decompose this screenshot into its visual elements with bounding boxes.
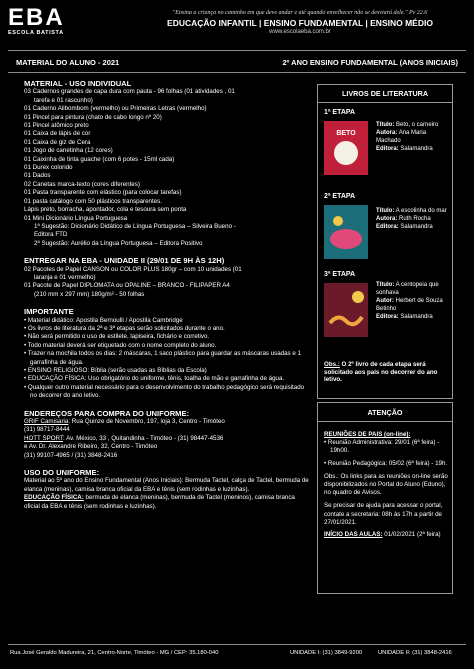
material-item: 01 Pincel atômico preto — [24, 122, 89, 130]
book-publisher: Salamandra — [400, 314, 433, 320]
footer-address: Rua José Geraldo Madureira, 21, Centro-Norte, Timóteo - MG / CEP: 35.180-040 — [10, 650, 219, 656]
book-cover-1 — [324, 121, 368, 175]
material-item: tarefa e 01 rascunho) — [34, 96, 93, 104]
book-cover-art-icon — [324, 205, 368, 259]
entregar-title: ENTREGAR NA EBA - UNIDADE II (29/01 DE 9H ÀS 12H) — [24, 256, 225, 266]
grif-text: : Rua Quinze de Novembro, 197, loja 3, Centro - Timóteo — [68, 418, 225, 426]
material-item: 01 Caderno Alibombom (vermelho) ou Primeiras Letras (vermelho) — [24, 105, 207, 113]
obs-text: O 2º livro de cada etapa será solicitado aos pais no decorrer do ano letivo. — [324, 361, 438, 384]
entregar-item: laranja e 01 vermelho) — [34, 273, 96, 281]
entregar-item: (210 mm x 297 mm) 180g/m² - 50 folhas — [34, 290, 145, 298]
book-title: Beto, o carneiro — [396, 122, 439, 128]
book-cover-art-icon — [324, 121, 368, 175]
book-publisher: Salamandra — [400, 224, 433, 230]
material-item: 03 Cadernos grandes de capa dura com pauta - 96 folhas (01 atividades , 01 — [24, 88, 235, 96]
book-author: Herbert de Souza Betinho — [376, 298, 443, 312]
book-cover-art-icon — [324, 283, 368, 337]
education-levels: EDUCAÇÃO INFANTIL | ENSINO FUNDAMENTAL | ENSINO MÉDIO — [167, 18, 433, 28]
edfis-text: bermuda de elanca (meninas), bermuda de Tactel (meninos), camisa branca oficial da EBA e tênis (sem rodinhas e luzinhas). — [24, 494, 295, 510]
material-item: 01 Mini Dicionário Língua Portuguesa — [24, 214, 128, 222]
stage-2-label: 2ª ETAPA — [324, 193, 356, 200]
book-info-2 — [376, 207, 448, 231]
editora-label: Editora: — [376, 224, 399, 230]
class-start-date: 01/02/2021 (2ª feira) — [382, 531, 441, 539]
book-title: A escolinha do mar — [395, 208, 447, 214]
material-item: 01 Jogo de canetinha (12 cores) — [24, 147, 113, 155]
grif-label: GRIF Camisaria — [24, 418, 69, 426]
page-title: MATERIAL DO ALUNO - 2021 — [16, 58, 120, 67]
hott-phone: (31) 99107-4965 / (31) 3848-2416 — [24, 451, 118, 459]
svg-text:BETO: BETO — [336, 130, 356, 137]
material-item: 2ª Sugestão: Aurélio da Língua Portuguesa – Editora Positivo — [34, 239, 203, 247]
footer-unit-2: UNIDADE II: (31) 3848-2416 — [378, 650, 452, 656]
material-item: 01 pasta catálogo com 50 plásticos transparentes. — [24, 197, 162, 205]
book-cover-3 — [324, 283, 368, 337]
stage-1-label: 1ª ETAPA — [324, 109, 356, 116]
material-item: 01 Caixa de giz de Cera — [24, 138, 91, 146]
divider — [8, 72, 466, 73]
importante-item: • EDUCAÇÃO FÍSICA: Uso obrigatório do uniforme, tênis, toalha de mão e garrafinha de água. — [24, 375, 309, 383]
book-title: A centopeia que sonhava — [376, 282, 439, 296]
uso-edfis — [24, 494, 309, 511]
titulo-label: Título: — [376, 122, 395, 128]
importante-item: • Todo material deverá ser etiquetado com o nome completo do aluno. — [24, 342, 309, 350]
autora-label: Autora: — [376, 130, 398, 136]
importante-item: • Não será permitido o uso de estilete, lapiseira, fichário e corretivo. — [24, 333, 309, 341]
header — [0, 0, 474, 46]
attention-box — [317, 402, 453, 594]
importante-item: • Material didático: Apostila Bernoulli / Apostila Cambridge — [24, 317, 309, 325]
importante-item: • Os livros de literatura da 2ª e 3ª etapas serão solicitados durante o ano. — [24, 325, 309, 333]
book-info-1 — [376, 121, 448, 153]
material-item: 01 Durex colorido — [24, 164, 73, 172]
entregar-item: 02 Pacotes de Papel CANSON ou COLOR PLUS 180gr – com 10 unidades (01 — [24, 265, 242, 273]
material-item: 01 Pincel para pintura (chato de cabo longo nº 20) — [24, 113, 162, 121]
book-info-3 — [376, 281, 448, 321]
grade-title: 2º ANO ENSINO FUNDAMENTAL (ANOS INICIAIS) — [282, 58, 458, 67]
literature-note — [324, 361, 448, 384]
class-start — [324, 531, 448, 539]
grif-address — [24, 418, 309, 426]
uso-title: USO DO UNIFORME: — [24, 468, 100, 478]
literature-title: LIVROS DE LITERATURA — [341, 89, 429, 98]
footer-unit-1: UNIDADE I: (31) 3849-9200 — [290, 650, 363, 656]
material-item: 01 Pasta transparente com elástico (para colocar tarefas) — [24, 189, 182, 197]
title-bar — [8, 56, 466, 68]
hott-address — [24, 435, 309, 443]
hott-address-2: e Av. Dr. Alexandre Ribeiro, 32, Centro - Timóteo — [24, 443, 158, 451]
meetings-note: Obs.: Os links para as reuniões on-line serão disponibilizados no Portal do Aluno (Eduno), no quadro de Avisos. — [324, 472, 448, 497]
logo-subtitle: ESCOLA BATISTA — [8, 30, 64, 36]
divider — [8, 50, 466, 51]
material-item: 01 Dados — [24, 172, 51, 180]
enderecos-title: ENDEREÇOS PARA COMPRA DO UNIFORME: — [24, 408, 190, 418]
material-item: Lápis preto, borracha, apontador, cola e tesoura sem ponta — [24, 206, 187, 214]
book-author: Ruth Rocha — [399, 216, 431, 222]
material-item: Editora FTD — [34, 231, 68, 239]
titulo-label: Título: — [376, 282, 395, 288]
divider — [8, 644, 466, 645]
editora-label: Editora: — [376, 314, 399, 320]
hott-text: : Av. México, 33 , Quitandinha - Timóteo - (31) 98447-4536 — [62, 434, 224, 442]
grif-phone: (31) 98717-8444 — [24, 426, 70, 434]
hott-label: HOTT SPORT — [24, 434, 63, 442]
material-item: 02 Canetas marca-texto (cores diferentes) — [24, 180, 140, 188]
material-title: MATERIAL - USO INDIVIDUAL — [24, 79, 132, 88]
importante-item: • Qualquer outro material necessário para o desenvolvimento do trabalho pedagógico será requisitado no decorrer do ano letivo. — [24, 384, 309, 401]
meetings-title: REUNIÕES DE PAIS (on-line): — [324, 431, 411, 438]
logo-text: EBA — [8, 4, 65, 31]
class-start-label: INÍCIO DAS AULAS: — [324, 531, 383, 539]
importante-item: • Trazer na mochila todos os dias: 2 máscaras, 1 saco plástico para guardar as máscaras usadas e 1 garrafinha de água. — [24, 350, 309, 367]
material-item: 1ª Sugestão: Dicionário Didático de Língua Portuguesa – Silveira Bueno - — [34, 222, 236, 230]
importante-item: • ENSINO RELIGIOSO: Bíblia (serão usadas as Bíblias da Escola) — [24, 367, 309, 375]
material-item: 01 Caixinha de tinta guache (com 6 potes - 15ml cada) — [24, 155, 175, 163]
book-publisher: Salamandra — [400, 146, 433, 152]
literature-box — [317, 84, 453, 399]
stage-3-label: 3ª ETAPA — [324, 271, 356, 278]
edfis-label: EDUCAÇÃO FÍSICA: — [24, 494, 84, 502]
titulo-label: Título: — [376, 208, 395, 214]
meeting-admin: • Reunião Administrativa: 29/01 (6ª feira) - 19h00. — [324, 439, 448, 455]
book-cover-2 — [324, 205, 368, 259]
autora-label: Autor: — [376, 298, 394, 304]
school-logo — [8, 6, 68, 36]
attention-title: ATENÇÃO — [367, 408, 403, 417]
uso-text: Material ao 5º ano do Ensino Fundamental (Anos Iniciais): Bermuda Tactel, calça de Tactel, bermuda de elanca (meninas), camisa branca oficial da EBA e tênis (sem rodinhas e luzinhas). — [24, 477, 309, 493]
website-link[interactable]: www.escolaeba.com.br — [269, 29, 331, 35]
editora-label: Editora: — [376, 146, 399, 152]
autora-label: Autora: — [376, 216, 398, 222]
material-list — [24, 80, 309, 511]
book-author: Ana Maria Machado — [376, 130, 427, 144]
material-item: 01 Caixa de lápis de cor — [24, 130, 91, 138]
meeting-pedagogical: • Reunião Pedagógica: 05/02 (6ª feira) - 19h. — [324, 460, 448, 468]
importante-title: IMPORTANTE — [24, 307, 74, 317]
entregar-item: 01 Pacote de Papel DIPLOMATA ou OPALINE – BRANCO - FILIPAPER A4 — [24, 282, 230, 290]
header-quote: "Ensina a criança no caminho em que deve andar e até quando envelhecer não se desviará dele." Pv 22.6 — [172, 10, 428, 16]
help-text: Se precisar de ajuda para acessar o portal, contate a secretaria: 08h às 17h a partir de 27/01/2021. — [324, 502, 443, 526]
obs-label: Obs.: — [324, 361, 340, 368]
